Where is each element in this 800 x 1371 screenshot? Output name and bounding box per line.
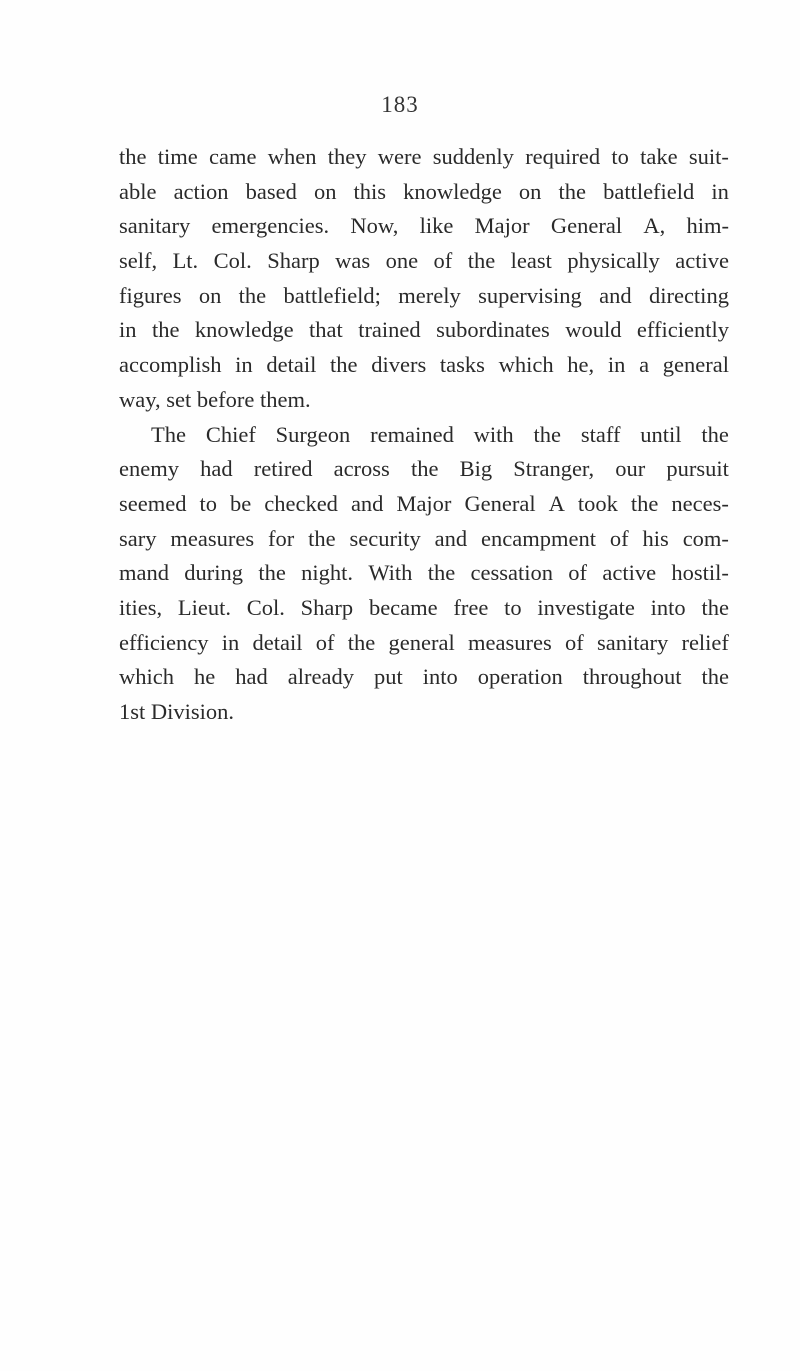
word: night. bbox=[301, 560, 354, 586]
word: checked bbox=[264, 490, 338, 516]
text-line bbox=[119, 175, 729, 210]
word: detail bbox=[266, 352, 317, 378]
text-line bbox=[119, 522, 729, 557]
word: one bbox=[385, 248, 419, 274]
word: measures bbox=[170, 525, 255, 551]
word: to bbox=[199, 490, 217, 516]
word: divers bbox=[371, 352, 427, 378]
word: encampment bbox=[481, 525, 596, 551]
word: sary bbox=[119, 525, 157, 551]
word: the bbox=[238, 282, 267, 308]
word: were bbox=[377, 144, 422, 169]
word: measures bbox=[468, 629, 552, 655]
word: staff bbox=[580, 421, 621, 447]
word: when bbox=[267, 144, 317, 169]
word: became bbox=[368, 594, 438, 620]
word: Surgeon bbox=[275, 421, 351, 447]
text-line bbox=[119, 626, 729, 661]
body-text bbox=[119, 140, 729, 730]
word: was bbox=[335, 248, 371, 274]
word: cessation bbox=[470, 560, 553, 586]
word: in bbox=[711, 178, 729, 204]
word: efficiency bbox=[119, 629, 209, 655]
word: operation bbox=[477, 664, 563, 690]
word: The bbox=[151, 421, 186, 447]
word: he, bbox=[567, 352, 595, 378]
word: Col. bbox=[213, 248, 252, 274]
word: of bbox=[564, 629, 584, 655]
word: active bbox=[675, 248, 729, 274]
word: Lieut. bbox=[177, 594, 231, 620]
word: battlefield; bbox=[283, 282, 381, 308]
word: Lt. bbox=[172, 248, 199, 274]
word: in bbox=[119, 317, 137, 343]
word: suddenly bbox=[432, 144, 514, 169]
word: able bbox=[119, 178, 157, 204]
word: general bbox=[662, 352, 729, 378]
word: knowledge bbox=[194, 317, 294, 343]
word: the bbox=[630, 490, 659, 516]
word: emergencies. bbox=[211, 213, 330, 239]
word: which bbox=[498, 352, 554, 378]
word: General bbox=[550, 213, 623, 239]
word: came bbox=[209, 144, 257, 169]
word: supervising bbox=[478, 282, 582, 308]
word: required bbox=[525, 144, 601, 169]
word: the bbox=[308, 525, 336, 551]
word: which bbox=[119, 664, 174, 690]
word: during bbox=[184, 560, 244, 586]
word: had bbox=[200, 456, 233, 482]
word: on bbox=[198, 282, 222, 308]
word: Sharp bbox=[300, 594, 354, 620]
word: neces- bbox=[671, 490, 729, 516]
word: efficiently bbox=[636, 317, 729, 343]
text-line bbox=[119, 279, 729, 314]
word: tasks bbox=[439, 352, 485, 378]
word: and bbox=[434, 525, 468, 551]
text-line bbox=[119, 660, 729, 695]
word: trained bbox=[358, 317, 421, 343]
word: relief bbox=[681, 629, 729, 655]
word: retired bbox=[253, 456, 313, 482]
word: would bbox=[565, 317, 622, 343]
word: they bbox=[327, 144, 367, 169]
word: Sharp bbox=[267, 248, 320, 274]
word: action bbox=[173, 178, 229, 204]
word: detail bbox=[252, 629, 303, 655]
word: a bbox=[639, 352, 650, 378]
word: subordinates bbox=[436, 317, 550, 343]
word: the bbox=[330, 352, 358, 378]
word: the bbox=[701, 594, 729, 620]
word: sanitary bbox=[596, 629, 669, 655]
word: in bbox=[221, 629, 240, 655]
word: physically bbox=[567, 248, 660, 274]
text-line bbox=[119, 244, 729, 279]
word: take bbox=[640, 144, 678, 169]
word: com- bbox=[682, 525, 729, 551]
word: A, bbox=[643, 213, 666, 239]
word: pursuit bbox=[666, 456, 729, 482]
word: on bbox=[313, 178, 337, 204]
word: investigate bbox=[537, 594, 635, 620]
word: seemed bbox=[119, 490, 187, 516]
word: of bbox=[609, 525, 629, 551]
word: the bbox=[347, 629, 376, 655]
word: knowledge bbox=[403, 178, 502, 204]
word: mand bbox=[119, 560, 169, 586]
word: battlefield bbox=[603, 178, 695, 204]
word: his bbox=[642, 525, 669, 551]
text-line bbox=[119, 591, 729, 626]
word: ities, bbox=[119, 594, 163, 620]
word: throughout bbox=[582, 664, 682, 690]
word: the bbox=[410, 456, 439, 482]
text-line bbox=[119, 140, 729, 175]
word: our bbox=[615, 456, 646, 482]
word: the bbox=[701, 421, 729, 447]
word: him- bbox=[686, 213, 729, 239]
text-line bbox=[119, 418, 729, 453]
text-line bbox=[119, 556, 729, 591]
word: of bbox=[433, 248, 453, 274]
word: accomplish bbox=[119, 352, 222, 378]
word: Stranger, bbox=[513, 456, 595, 482]
text-line: 1st Division. bbox=[119, 699, 235, 724]
word: the bbox=[467, 248, 496, 274]
word: suit- bbox=[688, 144, 729, 169]
word: Col. bbox=[246, 594, 285, 620]
word: merely bbox=[398, 282, 461, 308]
word: figures bbox=[119, 282, 182, 308]
word: general bbox=[388, 629, 455, 655]
word: of bbox=[568, 560, 588, 586]
word: into bbox=[650, 594, 686, 620]
word: active bbox=[602, 560, 657, 586]
word: directing bbox=[648, 282, 729, 308]
word: remained bbox=[370, 421, 454, 447]
word: General bbox=[464, 490, 536, 516]
word: Chief bbox=[205, 421, 256, 447]
word: across bbox=[333, 456, 390, 482]
word: this bbox=[353, 178, 387, 204]
word: Major bbox=[474, 213, 530, 239]
word: the bbox=[701, 664, 729, 690]
word: the bbox=[558, 178, 586, 204]
word: Now, bbox=[350, 213, 399, 239]
word: sanitary bbox=[119, 213, 191, 239]
word: the bbox=[427, 560, 456, 586]
word: into bbox=[422, 664, 458, 690]
word: Major bbox=[396, 490, 452, 516]
word: least bbox=[510, 248, 552, 274]
word: free bbox=[453, 594, 489, 620]
word: to bbox=[611, 144, 629, 169]
word: of bbox=[315, 629, 335, 655]
word: With bbox=[368, 560, 413, 586]
word: took bbox=[577, 490, 618, 516]
text-line bbox=[119, 487, 729, 522]
text-line: way, set before them. bbox=[119, 386, 311, 412]
word: and bbox=[599, 282, 632, 308]
word: to bbox=[504, 594, 522, 620]
word: on bbox=[518, 178, 542, 204]
word: hostil- bbox=[671, 560, 729, 586]
word: enemy bbox=[119, 456, 179, 482]
word: until bbox=[640, 421, 682, 447]
word: put bbox=[373, 664, 403, 690]
word: like bbox=[419, 213, 454, 239]
word: with bbox=[473, 421, 514, 447]
text-line bbox=[119, 348, 729, 383]
word: based bbox=[245, 178, 297, 204]
text-line bbox=[119, 313, 729, 348]
word: he bbox=[194, 664, 216, 690]
word: be bbox=[229, 490, 252, 516]
word: Big bbox=[459, 456, 493, 482]
word: already bbox=[287, 664, 354, 690]
word: self, bbox=[119, 248, 158, 274]
word: and bbox=[350, 490, 384, 516]
word: A bbox=[548, 490, 565, 516]
word: that bbox=[309, 317, 343, 343]
word: in bbox=[235, 352, 253, 378]
word: the bbox=[151, 317, 180, 343]
word: security bbox=[349, 525, 421, 551]
word: the bbox=[119, 144, 147, 169]
page-number: 183 bbox=[381, 92, 419, 117]
word: time bbox=[157, 144, 198, 169]
word: had bbox=[235, 664, 268, 690]
word: the bbox=[533, 421, 562, 447]
word: for bbox=[268, 525, 295, 551]
text-line bbox=[119, 452, 729, 487]
word: in bbox=[607, 352, 626, 378]
text-line bbox=[119, 209, 729, 244]
word: the bbox=[258, 560, 286, 586]
